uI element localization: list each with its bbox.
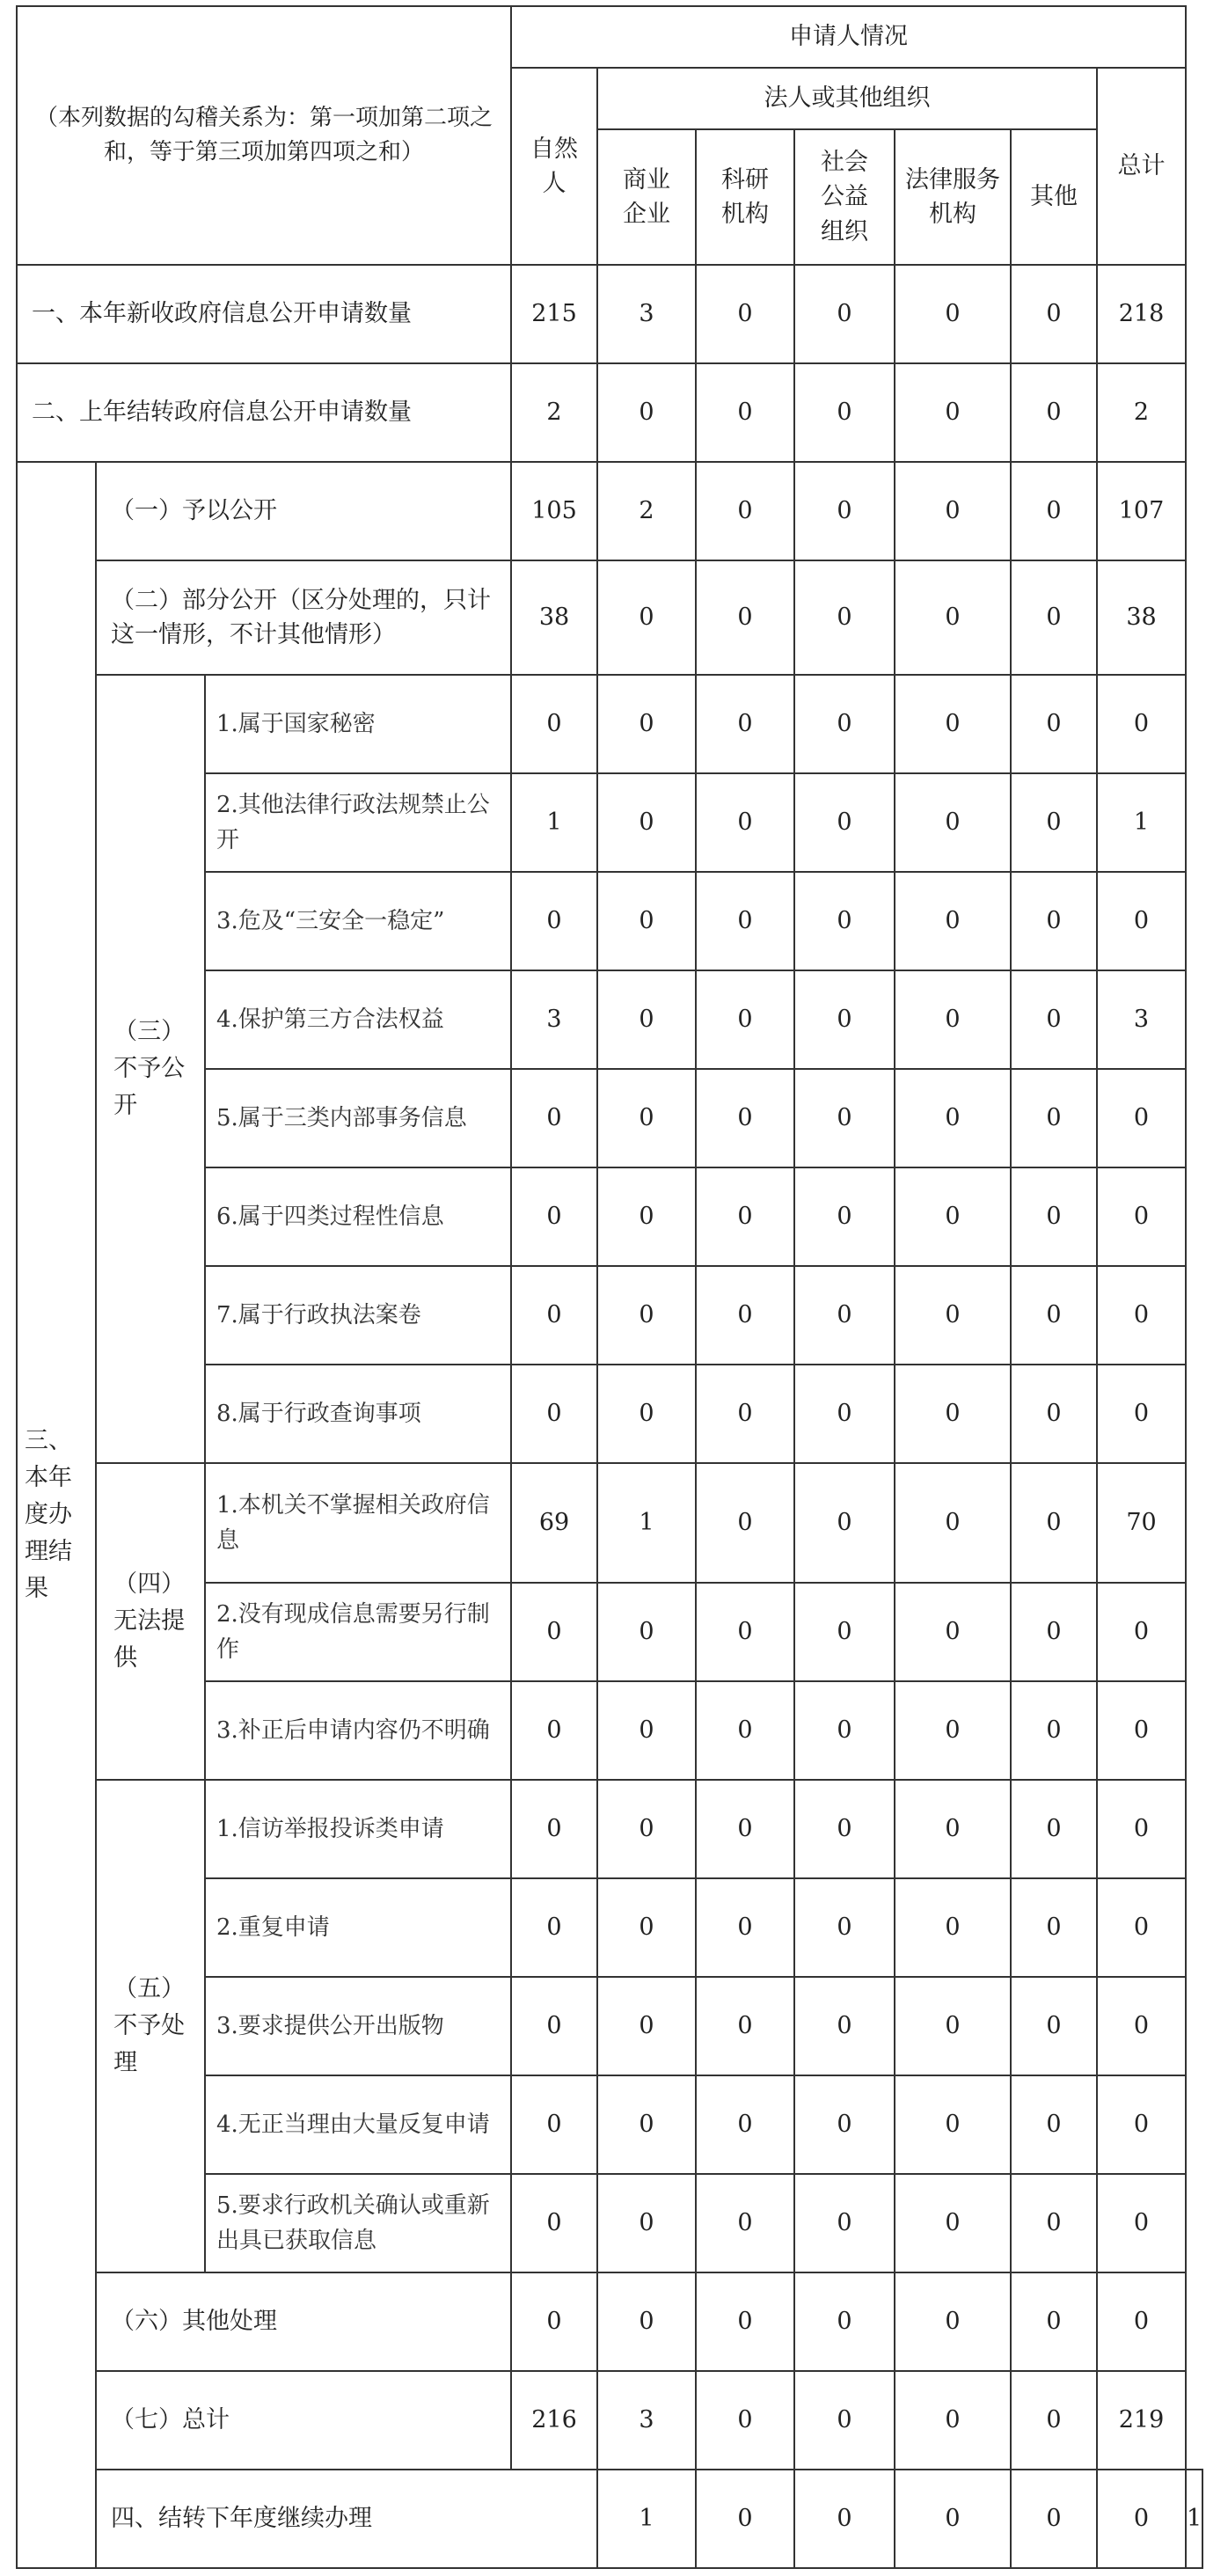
row-label: 5.要求行政机关确认或重新出具已获取信息 bbox=[205, 2174, 511, 2272]
cell-value: 0 bbox=[794, 1463, 895, 1583]
cell-value: 0 bbox=[1097, 2272, 1186, 2371]
cell-value: 0 bbox=[696, 773, 794, 872]
cell-value: 0 bbox=[895, 2174, 1011, 2272]
cell-value: 0 bbox=[794, 970, 895, 1069]
cell-value: 0 bbox=[696, 2371, 794, 2470]
cell-value: 0 bbox=[696, 872, 794, 970]
cell-value: 2 bbox=[1097, 363, 1186, 462]
cell-value: 0 bbox=[597, 1583, 696, 1681]
header-public-welfare: 社会公益组织 bbox=[794, 129, 895, 265]
cell-value: 2 bbox=[597, 462, 696, 560]
cell-value: 0 bbox=[1011, 1681, 1097, 1780]
cell-value: 3 bbox=[511, 970, 597, 1069]
cell-value: 0 bbox=[1011, 265, 1097, 363]
cell-value: 0 bbox=[696, 2075, 794, 2174]
cell-value: 0 bbox=[597, 1069, 696, 1167]
cell-value: 0 bbox=[794, 560, 895, 675]
cell-value: 0 bbox=[597, 2174, 696, 2272]
cell-value: 0 bbox=[696, 2272, 794, 2371]
row-label: 四、结转下年度继续办理 bbox=[96, 2470, 597, 2568]
cell-value: 0 bbox=[696, 1463, 794, 1583]
cell-value: 0 bbox=[511, 1365, 597, 1463]
row-label: 3.补正后申请内容仍不明确 bbox=[205, 1681, 511, 1780]
gov-info-disclosure-table bbox=[16, 5, 1203, 2569]
header-commercial: 商业企业 bbox=[597, 129, 696, 265]
cell-value: 0 bbox=[1011, 2174, 1097, 2272]
cell-value: 0 bbox=[895, 970, 1011, 1069]
table-row bbox=[17, 363, 1202, 462]
cell-value: 215 bbox=[511, 265, 597, 363]
table-row bbox=[17, 560, 1202, 675]
cell-value: 0 bbox=[1011, 462, 1097, 560]
cell-value: 105 bbox=[511, 462, 597, 560]
cell-value: 0 bbox=[895, 2272, 1011, 2371]
cell-value: 38 bbox=[511, 560, 597, 675]
cell-value: 0 bbox=[696, 265, 794, 363]
cell-value: 0 bbox=[794, 1977, 895, 2075]
cell-value: 0 bbox=[895, 1167, 1011, 1266]
cell-value: 1 bbox=[1097, 773, 1186, 872]
table-row bbox=[17, 265, 1202, 363]
cell-value: 0 bbox=[511, 1977, 597, 2075]
section-3-5-label: （五）不予处理 bbox=[96, 1780, 205, 2272]
cell-value: 0 bbox=[794, 2075, 895, 2174]
cell-value: 0 bbox=[895, 1681, 1011, 1780]
cell-value: 0 bbox=[597, 2075, 696, 2174]
cell-value: 0 bbox=[794, 265, 895, 363]
cell-value: 0 bbox=[597, 675, 696, 773]
section-3-4-label: （四）无法提供 bbox=[96, 1463, 205, 1780]
cell-value: 0 bbox=[794, 2272, 895, 2371]
cell-value: 0 bbox=[1097, 1069, 1186, 1167]
section-3-3-label: （三）不予公开 bbox=[96, 675, 205, 1463]
cell-value: 0 bbox=[1097, 2174, 1186, 2272]
cell-value: 0 bbox=[511, 1167, 597, 1266]
cell-value: 38 bbox=[1097, 560, 1186, 675]
cell-value: 0 bbox=[794, 1681, 895, 1780]
cell-value: 0 bbox=[696, 2174, 794, 2272]
cell-value: 0 bbox=[895, 1780, 1011, 1878]
cell-value: 0 bbox=[597, 1365, 696, 1463]
cell-value: 3 bbox=[1097, 970, 1186, 1069]
cell-value: 70 bbox=[1097, 1463, 1186, 1583]
cell-value: 0 bbox=[794, 675, 895, 773]
cell-value: 0 bbox=[597, 2272, 696, 2371]
cell-value: 1 bbox=[597, 1463, 696, 1583]
table-row bbox=[17, 2371, 1202, 2470]
cell-value: 0 bbox=[895, 462, 1011, 560]
cell-value: 0 bbox=[597, 1681, 696, 1780]
cell-value: 0 bbox=[794, 1167, 895, 1266]
cell-value: 0 bbox=[1011, 2470, 1097, 2568]
cell-value: 0 bbox=[1011, 1069, 1097, 1167]
row-label: 1.信访举报投诉类申请 bbox=[205, 1780, 511, 1878]
cell-value: 0 bbox=[1011, 1266, 1097, 1365]
cell-value: 0 bbox=[696, 1583, 794, 1681]
cell-value: 0 bbox=[895, 1266, 1011, 1365]
cell-value: 0 bbox=[696, 1266, 794, 1365]
cell-value: 0 bbox=[794, 363, 895, 462]
table-row bbox=[17, 462, 1202, 560]
cell-value: 107 bbox=[1097, 462, 1186, 560]
cell-value: 0 bbox=[1011, 2371, 1097, 2470]
cell-value: 0 bbox=[1011, 2272, 1097, 2371]
row-label: 3.危及“三安全一稳定” bbox=[205, 872, 511, 970]
cell-value: 0 bbox=[597, 1878, 696, 1977]
cell-value: 0 bbox=[511, 2174, 597, 2272]
cell-value: 0 bbox=[696, 462, 794, 560]
cell-value: 0 bbox=[1097, 1681, 1186, 1780]
cell-value: 0 bbox=[597, 1167, 696, 1266]
cell-value: 0 bbox=[597, 560, 696, 675]
cell-value: 3 bbox=[597, 2371, 696, 2470]
cell-value: 0 bbox=[696, 1780, 794, 1878]
cell-value: 0 bbox=[511, 1878, 597, 1977]
cell-value: 0 bbox=[1097, 2470, 1186, 2568]
cell-value: 0 bbox=[1097, 1780, 1186, 1878]
cell-value: 69 bbox=[511, 1463, 597, 1583]
cell-value: 1 bbox=[511, 773, 597, 872]
cell-value: 0 bbox=[794, 1878, 895, 1977]
row-label: 5.属于三类内部事务信息 bbox=[205, 1069, 511, 1167]
cell-value: 0 bbox=[895, 1463, 1011, 1583]
cell-value: 0 bbox=[1011, 1780, 1097, 1878]
cell-value: 0 bbox=[511, 2272, 597, 2371]
section3-label: 三、本年度办理结果 bbox=[17, 462, 96, 2568]
corner-note: （本列数据的勾稽关系为：第一项加第二项之和，等于第三项加第四项之和） bbox=[17, 6, 511, 265]
cell-value: 0 bbox=[597, 872, 696, 970]
cell-value: 0 bbox=[794, 2371, 895, 2470]
cell-value: 0 bbox=[1097, 872, 1186, 970]
cell-value: 0 bbox=[895, 560, 1011, 675]
cell-value: 0 bbox=[1011, 363, 1097, 462]
cell-value: 0 bbox=[597, 363, 696, 462]
cell-value: 0 bbox=[696, 675, 794, 773]
cell-value: 0 bbox=[696, 2470, 794, 2568]
cell-value: 3 bbox=[597, 265, 696, 363]
cell-value: 2 bbox=[511, 363, 597, 462]
cell-value: 0 bbox=[1011, 560, 1097, 675]
cell-value: 0 bbox=[511, 1069, 597, 1167]
cell-value: 0 bbox=[696, 1069, 794, 1167]
cell-value: 0 bbox=[1011, 675, 1097, 773]
cell-value: 0 bbox=[895, 265, 1011, 363]
cell-value: 0 bbox=[895, 773, 1011, 872]
cell-value: 0 bbox=[1011, 2075, 1097, 2174]
cell-value: 0 bbox=[1097, 1167, 1186, 1266]
row-label: 1.属于国家秘密 bbox=[205, 675, 511, 773]
cell-value: 0 bbox=[1097, 1583, 1186, 1681]
cell-value: 0 bbox=[597, 1266, 696, 1365]
row-label: （二）部分公开（区分处理的，只计这一情形，不计其他情形） bbox=[96, 560, 511, 675]
cell-value: 0 bbox=[1011, 773, 1097, 872]
cell-value: 0 bbox=[1011, 1583, 1097, 1681]
cell-value: 0 bbox=[511, 1266, 597, 1365]
cell-value: 0 bbox=[597, 1977, 696, 2075]
cell-value: 0 bbox=[1011, 1365, 1097, 1463]
cell-value: 0 bbox=[895, 2075, 1011, 2174]
cell-value: 0 bbox=[794, 872, 895, 970]
row-label: 8.属于行政查询事项 bbox=[205, 1365, 511, 1463]
cell-value: 0 bbox=[696, 1878, 794, 1977]
cell-value: 0 bbox=[696, 1681, 794, 1780]
header-applicant-situation: 申请人情况 bbox=[511, 6, 1186, 68]
row-label: 二、上年结转政府信息公开申请数量 bbox=[17, 363, 511, 462]
cell-value: 0 bbox=[794, 1069, 895, 1167]
cell-value: 0 bbox=[696, 363, 794, 462]
header-legal-service: 法律服务机构 bbox=[895, 129, 1011, 265]
table-row bbox=[17, 1463, 1202, 1583]
header-natural-person: 自然人 bbox=[511, 68, 597, 265]
row-label: 4.保护第三方合法权益 bbox=[205, 970, 511, 1069]
cell-value: 0 bbox=[895, 2470, 1011, 2568]
cell-value: 0 bbox=[794, 1365, 895, 1463]
cell-value: 0 bbox=[696, 560, 794, 675]
cell-value: 0 bbox=[696, 1167, 794, 1266]
cell-value: 0 bbox=[895, 872, 1011, 970]
row-label: 1.本机关不掌握相关政府信息 bbox=[205, 1463, 511, 1583]
cell-value: 0 bbox=[696, 970, 794, 1069]
cell-value: 0 bbox=[511, 1583, 597, 1681]
row-label: 4.无正当理由大量反复申请 bbox=[205, 2075, 511, 2174]
cell-value: 0 bbox=[1011, 1463, 1097, 1583]
row-label: 3.要求提供公开出版物 bbox=[205, 1977, 511, 2075]
cell-value: 0 bbox=[1097, 1878, 1186, 1977]
cell-value: 0 bbox=[1097, 2075, 1186, 2174]
cell-value: 0 bbox=[511, 675, 597, 773]
row-label: 一、本年新收政府信息公开申请数量 bbox=[17, 265, 511, 363]
cell-value: 0 bbox=[895, 1583, 1011, 1681]
cell-value: 0 bbox=[597, 970, 696, 1069]
cell-value: 0 bbox=[1011, 970, 1097, 1069]
table-row bbox=[17, 1780, 1202, 1878]
cell-value: 0 bbox=[794, 2174, 895, 2272]
row-label: 2.没有现成信息需要另行制作 bbox=[205, 1583, 511, 1681]
row-label: 6.属于四类过程性信息 bbox=[205, 1167, 511, 1266]
cell-value: 0 bbox=[895, 1365, 1011, 1463]
cell-value: 0 bbox=[1011, 1167, 1097, 1266]
cell-value: 0 bbox=[794, 1583, 895, 1681]
report-table-container bbox=[16, 5, 1203, 2569]
cell-value: 0 bbox=[1011, 872, 1097, 970]
cell-value: 0 bbox=[794, 773, 895, 872]
cell-value: 0 bbox=[696, 1365, 794, 1463]
header-total: 总计 bbox=[1097, 68, 1186, 265]
cell-value: 1 bbox=[597, 2470, 696, 2568]
row-label: 2.重复申请 bbox=[205, 1878, 511, 1977]
header-other: 其他 bbox=[1011, 129, 1097, 265]
cell-value: 0 bbox=[895, 675, 1011, 773]
cell-value: 0 bbox=[511, 1681, 597, 1780]
cell-value: 216 bbox=[511, 2371, 597, 2470]
cell-value: 218 bbox=[1097, 265, 1186, 363]
cell-value: 0 bbox=[1011, 1977, 1097, 2075]
row-label: （六）其他处理 bbox=[96, 2272, 511, 2371]
cell-value: 0 bbox=[1097, 1365, 1186, 1463]
cell-value: 0 bbox=[1097, 1266, 1186, 1365]
cell-value: 0 bbox=[794, 462, 895, 560]
row-label: 2.其他法律行政法规禁止公开 bbox=[205, 773, 511, 872]
cell-value: 0 bbox=[511, 872, 597, 970]
table-row bbox=[17, 2272, 1202, 2371]
cell-value: 0 bbox=[1097, 1977, 1186, 2075]
cell-value: 1 bbox=[1186, 2470, 1202, 2568]
cell-value: 0 bbox=[1011, 1878, 1097, 1977]
header-legal-person-group: 法人或其他组织 bbox=[597, 68, 1097, 129]
table-row bbox=[17, 2470, 1202, 2568]
cell-value: 0 bbox=[511, 2075, 597, 2174]
table-row bbox=[17, 675, 1202, 773]
cell-value: 0 bbox=[895, 1069, 1011, 1167]
cell-value: 0 bbox=[895, 1878, 1011, 1977]
row-label: （七）总计 bbox=[96, 2371, 511, 2470]
cell-value: 0 bbox=[794, 1266, 895, 1365]
cell-value: 0 bbox=[1097, 675, 1186, 773]
row-label: （一）予以公开 bbox=[96, 462, 511, 560]
cell-value: 0 bbox=[895, 363, 1011, 462]
cell-value: 219 bbox=[1097, 2371, 1186, 2470]
cell-value: 0 bbox=[597, 773, 696, 872]
row-label: 7.属于行政执法案卷 bbox=[205, 1266, 511, 1365]
cell-value: 0 bbox=[895, 2371, 1011, 2470]
cell-value: 0 bbox=[895, 1977, 1011, 2075]
cell-value: 0 bbox=[511, 1780, 597, 1878]
cell-value: 0 bbox=[794, 1780, 895, 1878]
cell-value: 0 bbox=[794, 2470, 895, 2568]
header-research: 科研机构 bbox=[696, 129, 794, 265]
cell-value: 0 bbox=[696, 1977, 794, 2075]
cell-value: 0 bbox=[597, 1780, 696, 1878]
